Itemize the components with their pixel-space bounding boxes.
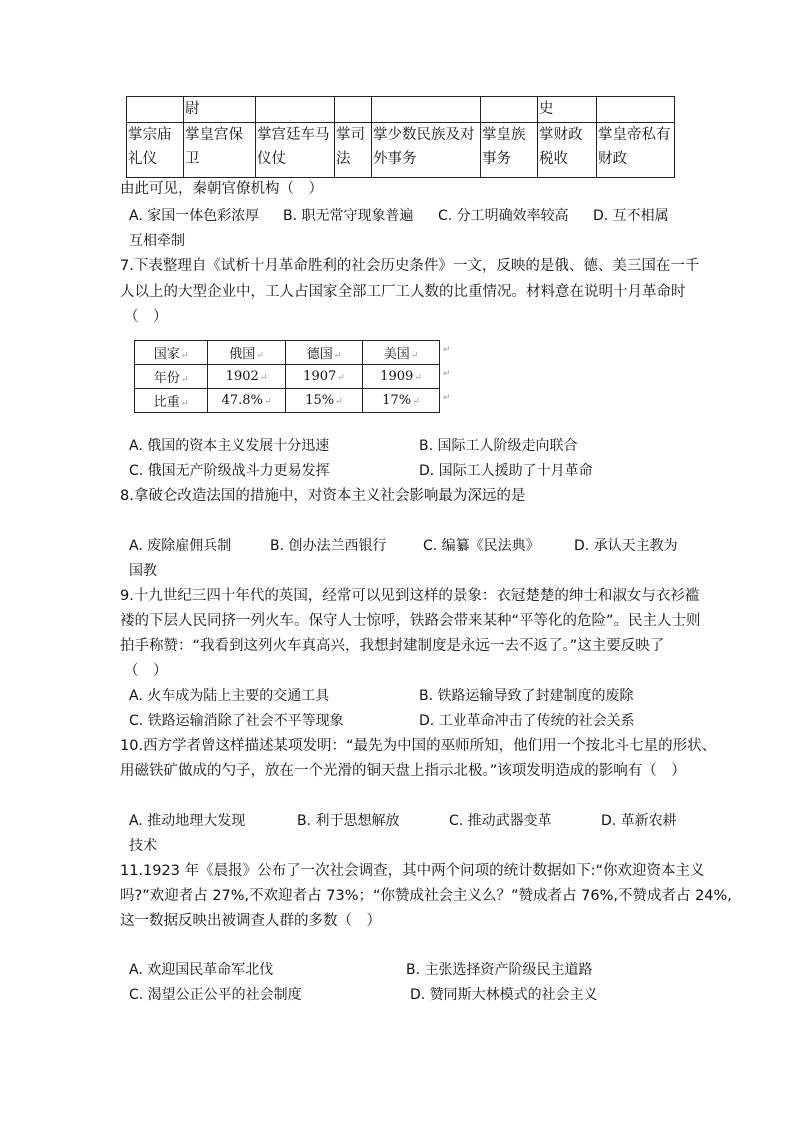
table-cell: 1909↵ xyxy=(363,365,440,389)
table-cell: 掌皇族事务 xyxy=(481,123,538,178)
q6-option-d-wrap: 互相牵制 xyxy=(129,233,185,249)
q8-option-d-wrap: 国教 xyxy=(129,563,157,579)
table-cell: 掌司法 xyxy=(335,123,372,178)
table-cell: 15%↵ xyxy=(286,389,363,413)
q9-stem-line4: （ ） xyxy=(124,663,168,679)
table-cell: 尉 xyxy=(184,97,256,123)
table-header-cell: 美国↵ xyxy=(363,341,440,365)
q10-option-d-wrap: 技术 xyxy=(129,838,157,854)
table-row xyxy=(127,123,675,178)
table-cell: 掌宗庙礼仪 xyxy=(127,123,184,178)
q9-stem-line3: 拍手称赞：“我看到这列火车真高兴，我想封建制度是永远一去不返了。”这主要反映了 xyxy=(120,638,665,654)
table-cell xyxy=(256,97,335,123)
q11-option-c[interactable]: C. 渴望公正公平的社会制度 xyxy=(129,987,302,1003)
q11-option-b[interactable]: B. 主张选择资产阶级民主道路 xyxy=(406,962,593,978)
q9-stem-line2: 褛的下层人民同挤一列火车。保守人士惊呼，铁路会带来某种“平等化的危险”。民主人士则 xyxy=(120,613,701,629)
table-row xyxy=(135,365,440,389)
table-cell: 掌皇宫保卫 xyxy=(184,123,256,178)
table-cell: 年份↵ xyxy=(135,365,208,389)
table-cell: 47.8%↵ xyxy=(208,389,286,413)
q8-option-b[interactable]: B. 创办法兰西银行 xyxy=(270,538,387,554)
q7-stem-line3: （ ） xyxy=(124,309,168,325)
table-cell: 史 xyxy=(538,97,597,123)
row-end-mark: ↵ xyxy=(443,345,451,355)
table-row xyxy=(135,341,440,365)
table-cell: 17%↵ xyxy=(363,389,440,413)
q10-option-a[interactable]: A. 推动地理大发现 xyxy=(129,813,246,829)
table-cell xyxy=(372,97,481,123)
table-cell: 掌皇帝私有财政 xyxy=(597,123,675,178)
q11-option-d[interactable]: D. 赞同斯大林模式的社会主义 xyxy=(410,987,598,1003)
q10-option-d[interactable]: D. 革新农耕 xyxy=(601,813,677,829)
q7-option-b[interactable]: B. 国际工人阶级走向联合 xyxy=(419,438,578,454)
q9-option-a[interactable]: A. 火车成为陆上主要的交通工具 xyxy=(129,688,330,704)
q8-option-d[interactable]: D. 承认天主教为 xyxy=(574,538,678,554)
q10-stem-line1: 10.西方学者曾这样描述某项发明：“最先为中国的巫师所知，他们用一个按北斗七星的形状、 xyxy=(120,738,717,754)
table-header-cell: 德国↵ xyxy=(286,341,363,365)
table-cell xyxy=(127,97,184,123)
officials-table xyxy=(126,96,675,178)
q8-stem: 8.拿破仑改造法国的措施中，对资本主义社会影响最为深远的是 xyxy=(120,488,526,504)
q6-option-a[interactable]: A. 家国一体色彩浓厚 xyxy=(129,208,260,224)
table-cell xyxy=(335,97,372,123)
q11-stem-line2: 吗?”欢迎者占 27%,不欢迎者占 73%；“你赞成社会主义么？”赞成者占 76%,不赞成者占 24%, xyxy=(120,888,732,904)
q7-option-a[interactable]: A. 俄国的资本主义发展十分迅速 xyxy=(129,438,330,454)
q7-option-d[interactable]: D. 国际工人援助了十月革命 xyxy=(419,463,593,479)
q9-option-d[interactable]: D. 工业革命冲击了传统的社会关系 xyxy=(419,713,635,729)
table-cell: 比重↵ xyxy=(135,389,208,413)
q11-stem-line1: 11.1923 年《晨报》公布了一次社会调查，其中两个问项的统计数据如下:“你欢迎资本主义 xyxy=(120,863,705,879)
q11-stem-line3: 这一数据反映出被调查人群的多数（ ） xyxy=(120,913,381,929)
q7-stem-line1: 7.下表整理自《试析十月革命胜利的社会历史条件》一文，反映的是俄、德、美三国在一千 xyxy=(120,258,700,274)
table-cell: 1902↵ xyxy=(208,365,286,389)
q6-option-d[interactable]: D. 互不相属 xyxy=(593,208,669,224)
q9-option-b[interactable]: B. 铁路运输导致了封建制度的废除 xyxy=(419,688,634,704)
table-cell: 1907↵ xyxy=(286,365,363,389)
table-header-cell: 俄国↵ xyxy=(208,341,286,365)
q6-option-c[interactable]: C. 分工明确效率较高 xyxy=(438,208,569,224)
q7-stem-line2: 人以上的大型企业中，工人占国家全部工厂工人数的比重情况。材料意在说明十月革命时 xyxy=(120,284,686,300)
q10-option-c[interactable]: C. 推动武器变革 xyxy=(449,813,552,829)
q8-option-a[interactable]: A. 废除雇佣兵制 xyxy=(129,538,232,554)
q6-stem: 由此可见，秦朝官僚机构（ ） xyxy=(120,181,323,197)
q9-stem-line1: 9.十九世纪三四十年代的英国，经常可以见到这样的景象：衣冠楚楚的绅士和淑女与衣衫褴 xyxy=(120,588,700,604)
table-cell: 掌宫廷车马仪仗 xyxy=(256,123,335,178)
worker-ratio-table xyxy=(134,340,440,413)
q7-option-c[interactable]: C. 俄国无产阶级战斗力更易发挥 xyxy=(129,463,330,479)
table-row xyxy=(127,97,675,123)
q10-option-b[interactable]: B. 利于思想解放 xyxy=(297,813,400,829)
table-header-cell: 国家↵ xyxy=(135,341,208,365)
table-cell xyxy=(597,97,675,123)
row-end-mark: ↵ xyxy=(443,369,451,379)
table-cell: 掌财政税收 xyxy=(538,123,597,178)
table-cell: 掌少数民族及对外事务 xyxy=(372,123,481,178)
q8-option-c[interactable]: C. 编纂《民法典》 xyxy=(423,538,540,554)
table-row xyxy=(135,389,440,413)
q6-option-b[interactable]: B. 职无常守现象普遍 xyxy=(283,208,414,224)
table-cell xyxy=(481,97,538,123)
q11-option-a[interactable]: A. 欢迎国民革命军北伐 xyxy=(129,962,274,978)
q9-option-c[interactable]: C. 铁路运输消除了社会不平等现象 xyxy=(129,713,344,729)
q10-stem-line2: 用磁铁矿做成的勺子，放在一个光滑的铜天盘上指示北极。”该项发明造成的影响有（ ） xyxy=(120,763,686,779)
row-end-mark: ↵ xyxy=(443,393,451,403)
